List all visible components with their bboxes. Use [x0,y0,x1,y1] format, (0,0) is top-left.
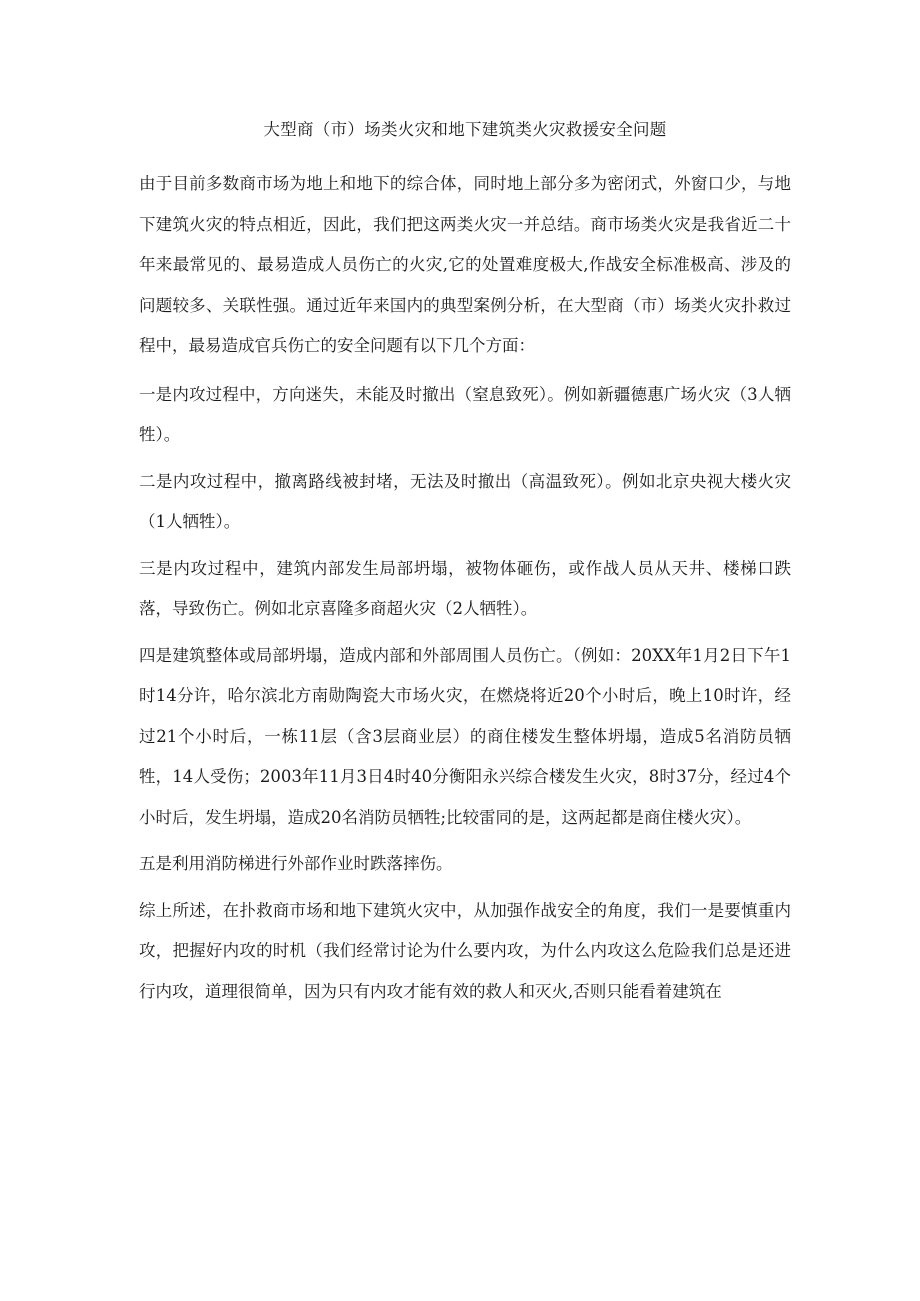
paragraph-issue-3: 三是内攻过程中，建筑内部发生局部坍塌，被物体砸伤，或作战人员从天井、楼梯口跌落，导致伤亡。例如北京喜隆多商超火灾（2人牺牲）。 [139,558,791,618]
paragraph-issue-1: 一是内攻过程中，方向迷失，未能及时撤出（窒息致死）。例如新疆德惠广场火灾（3人牺牲）。 [139,384,791,444]
paragraph-issue-2: 二是内攻过程中，撤离路线被封堵，无法及时撤出（高温致死）。例如北京央视大楼火灾（1人牺牲）。 [139,471,791,531]
paragraph-summary: 综上所述，在扑救商市场和地下建筑火灾中，从加强作战安全的角度，我们一是要慎重内攻，把握好内攻的时机（我们经常讨论为什么要内攻，为什么内攻这么危险我们总是还进行内攻，道理很简单，因为只有内攻才能有效的救人和灭火,否则只能看着建筑在 [139,900,791,1001]
document-title: 大型商（市）场类火灾和地下建筑类火灾救援安全问题 [263,120,667,139]
paragraph-issue-4: 四是建筑整体或局部坍塌，造成内部和外部周围人员伤亡。（例如：20XX年1月2日下午1时14分许，哈尔滨北方南勋陶瓷大市场火灾，在燃烧将近20个小时后，晚上10时许，经过21个小时后，一栋11层（含3层商业层）的商住楼发生整体坍塌，造成5名消防员牺牲，14人受伤；2003年11月3日4时40分衡阳永兴综合楼发生火灾，8时37分，经过4个小时后，发生坍塌，造成20名消防员牺牲;比较雷同的是，这两起都是商住楼火灾）。 [139,645,791,827]
paragraph-issue-5: 五是利用消防梯进行外部作业时跌落摔伤。 [139,854,453,873]
paragraph-intro: 由于目前多数商市场为地上和地下的综合体，同时地上部分多为密闭式，外窗口少，与地下建筑火灾的特点相近，因此，我们把这两类火灾一并总结。商市场类火灾是我省近二十年来最常见的、最易造成人员伤亡的火灾,它的处置难度极大,作战安全标准极高、涉及的问题较多、关联性强。通过近年来国内的典型案例分析，在大型商（市）场类火灾扑救过程中，最易造成官兵伤亡的安全问题有以下几个方面： [139,174,791,355]
document-body [139,118,791,1020]
